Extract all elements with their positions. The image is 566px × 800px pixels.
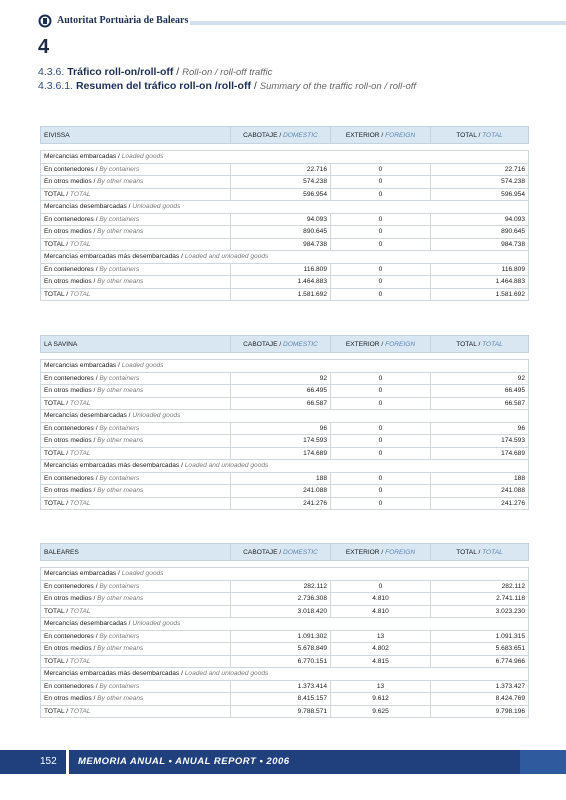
table-cell: 984.738 — [231, 238, 331, 251]
row-label — [41, 630, 231, 643]
subsection-title-en: Summary of the traffic roll-on / roll-off — [259, 81, 417, 92]
label-es: Mercancías embarcadas más desembarcadas / — [44, 462, 183, 470]
table-row — [41, 422, 529, 435]
label-en: FOREIGN — [385, 548, 416, 556]
row-label — [41, 435, 231, 448]
table-row — [41, 593, 529, 606]
label-en: Loaded and unloaded goods — [184, 462, 269, 470]
row-label — [41, 580, 231, 593]
label-es: CABOTAJE / — [243, 340, 282, 348]
table-cell: 0 — [331, 213, 431, 226]
table-row-total — [41, 655, 529, 668]
group-row-both — [41, 668, 529, 681]
table-cell: 0 — [331, 485, 431, 498]
table-cell: 1.581.692 — [431, 288, 529, 301]
label-en: By other means — [97, 487, 144, 495]
row-label — [41, 397, 231, 410]
row-label — [41, 485, 231, 498]
label-en: DOMESTIC — [283, 131, 318, 139]
table-cell: 13 — [331, 680, 431, 693]
table-row — [41, 263, 529, 276]
table-cell: 0 — [331, 497, 431, 510]
table-cell: 22.716 — [231, 163, 331, 176]
label-es: TOTAL / — [44, 657, 69, 665]
table-cell: 8.424.769 — [431, 693, 529, 706]
label-es: TOTAL / — [44, 499, 69, 507]
table-cell: 984.738 — [431, 238, 529, 251]
table-cell: 66.495 — [231, 385, 331, 398]
group-row-loaded — [41, 360, 529, 373]
table-cell: 9.612 — [331, 693, 431, 706]
table-cell: 2.741.118 — [431, 593, 529, 606]
label-es: Mercancías embarcadas más desembarcadas / — [44, 253, 183, 261]
table-row — [41, 472, 529, 485]
col-header-total — [431, 544, 529, 561]
table-cell: 0 — [331, 472, 431, 485]
group-row-loaded — [41, 151, 529, 164]
label-es: En contenedores / — [44, 165, 98, 173]
header-rule — [190, 21, 566, 25]
label-es: TOTAL / — [456, 131, 481, 139]
label-es: En otros medios / — [44, 387, 96, 395]
table-cell: 4.810 — [331, 593, 431, 606]
label-en: By containers — [99, 682, 140, 690]
row-label — [41, 472, 231, 485]
label-es: Mercancías embarcadas / — [44, 570, 120, 578]
row-label — [41, 372, 231, 385]
subsection-separator: / — [253, 80, 257, 92]
section-heading — [38, 66, 272, 78]
row-label — [41, 188, 231, 201]
table-row-total — [41, 605, 529, 618]
label-es: TOTAL / — [456, 548, 481, 556]
table-cell: 66.495 — [431, 385, 529, 398]
label-es: Mercancías embarcadas / — [44, 362, 120, 370]
port-name: LA SAVINA — [41, 336, 231, 353]
col-header-foreign — [331, 336, 431, 353]
label-en: TOTAL — [69, 707, 91, 715]
row-label — [41, 288, 231, 301]
row-label — [41, 238, 231, 251]
table-row — [41, 226, 529, 239]
table-row — [41, 435, 529, 448]
label-es: En contenedores / — [44, 474, 98, 482]
label-es: En otros medios / — [44, 437, 96, 445]
table-cell: 596.954 — [231, 188, 331, 201]
section-title-en: Roll-on / roll-off traffic — [182, 67, 273, 78]
row-label — [41, 447, 231, 460]
label-en: Loaded goods — [121, 570, 164, 578]
label-en: TOTAL — [69, 657, 91, 665]
table-row-total — [41, 238, 529, 251]
table-cell: 4.815 — [331, 655, 431, 668]
table-cell: 66.587 — [431, 397, 529, 410]
label-en: TOTAL — [482, 340, 503, 348]
subsection-heading — [38, 80, 416, 92]
table-cell: 92 — [431, 372, 529, 385]
label-es: En otros medios / — [44, 695, 96, 703]
table-cell: 596.954 — [431, 188, 529, 201]
table-cell: 0 — [331, 397, 431, 410]
label-en: TOTAL — [69, 190, 91, 198]
table-cell: 6.774.966 — [431, 655, 529, 668]
table-cell: 1.464.883 — [431, 276, 529, 289]
label-en: Unloaded goods — [132, 203, 181, 211]
label-es: CABOTAJE / — [243, 131, 282, 139]
table-cell: 3.023.230 — [431, 605, 529, 618]
col-header-foreign — [331, 544, 431, 561]
section-separator: / — [176, 66, 180, 78]
table-cell: 13 — [331, 630, 431, 643]
row-label — [41, 705, 231, 718]
table-cell: 0 — [331, 447, 431, 460]
table-row-total — [41, 288, 529, 301]
group-row-both — [41, 460, 529, 473]
organization-name: Autoritat Portuària de Balears — [57, 15, 189, 26]
table-cell: 890.645 — [431, 226, 529, 239]
label-es: TOTAL / — [44, 607, 69, 615]
label-es: TOTAL / — [44, 240, 69, 248]
table-row — [41, 372, 529, 385]
table-cell: 94.093 — [431, 213, 529, 226]
label-en: Loaded goods — [121, 362, 164, 370]
label-es: En contenedores / — [44, 424, 98, 432]
table-cell: 96 — [431, 422, 529, 435]
row-label — [41, 593, 231, 606]
group-row-unloaded — [41, 410, 529, 423]
table-cell: 1.373.427 — [431, 680, 529, 693]
label-en: DOMESTIC — [283, 548, 318, 556]
col-header-total — [431, 127, 529, 144]
footer-title: MEMORIA ANUAL • ANUAL REPORT • 2006 — [78, 756, 290, 767]
label-en: By containers — [99, 474, 140, 482]
table-row — [41, 276, 529, 289]
table-row — [41, 176, 529, 189]
label-en: By containers — [99, 374, 140, 382]
table-cell: 9.788.571 — [231, 705, 331, 718]
table-cell: 0 — [331, 263, 431, 276]
label-es: En otros medios / — [44, 595, 96, 603]
table-row — [41, 580, 529, 593]
col-header-foreign — [331, 127, 431, 144]
traffic-table-la-savina — [40, 335, 529, 510]
table-row — [41, 163, 529, 176]
table-cell: 1.091.315 — [431, 630, 529, 643]
table-row-total — [41, 705, 529, 718]
label-en: Unloaded goods — [132, 412, 181, 420]
label-en: By containers — [99, 165, 140, 173]
row-label — [41, 422, 231, 435]
table-cell: 1.581.692 — [231, 288, 331, 301]
label-es: En contenedores / — [44, 682, 98, 690]
label-en: Loaded goods — [121, 153, 164, 161]
label-en: TOTAL — [482, 548, 503, 556]
section-title-es: Tráfico roll-on/roll-off — [67, 66, 174, 78]
table-cell: 2.736.308 — [231, 593, 331, 606]
label-en: TOTAL — [482, 131, 503, 139]
subsection-title-es: Resumen del tráfico roll-on /roll-off — [75, 80, 251, 92]
label-en: FOREIGN — [385, 131, 416, 139]
label-es: En contenedores / — [44, 265, 98, 273]
label-en: TOTAL — [69, 399, 91, 407]
table-row — [41, 213, 529, 226]
table-header-row — [41, 544, 529, 561]
table-cell: 0 — [331, 276, 431, 289]
traffic-table-eivissa — [40, 126, 529, 301]
label-es: En otros medios / — [44, 487, 96, 495]
row-label — [41, 497, 231, 510]
table-row — [41, 680, 529, 693]
table-cell: 96 — [231, 422, 331, 435]
label-es: CABOTAJE / — [243, 548, 282, 556]
label-es: En otros medios / — [44, 645, 96, 653]
table-header-row — [41, 336, 529, 353]
label-en: By other means — [97, 595, 144, 603]
label-en: TOTAL — [69, 449, 91, 457]
label-es: TOTAL / — [44, 449, 69, 457]
row-label — [41, 693, 231, 706]
label-es: EXTERIOR / — [345, 340, 384, 348]
table-cell: 4.810 — [331, 605, 431, 618]
footer-decoration — [520, 750, 566, 774]
table-cell: 66.587 — [231, 397, 331, 410]
table-cell: 1.464.883 — [231, 276, 331, 289]
table-cell: 188 — [231, 472, 331, 485]
page-header — [0, 0, 566, 38]
table-cell: 241.276 — [231, 497, 331, 510]
label-en: By other means — [97, 695, 144, 703]
group-row-loaded — [41, 568, 529, 581]
row-label — [41, 263, 231, 276]
table-cell: 94.093 — [231, 213, 331, 226]
table-cell: 174.593 — [231, 435, 331, 448]
label-es: TOTAL / — [456, 340, 481, 348]
subsection-number: 4.3.6.1. — [38, 80, 74, 92]
col-header-domestic — [231, 127, 331, 144]
row-label — [41, 213, 231, 226]
row-label — [41, 643, 231, 656]
table-row — [41, 643, 529, 656]
port-name: BALEARES — [41, 544, 231, 561]
table-cell: 282.112 — [431, 580, 529, 593]
label-en: By containers — [99, 265, 140, 273]
row-label — [41, 680, 231, 693]
table-cell: 9.798.196 — [431, 705, 529, 718]
table-cell: 241.088 — [231, 485, 331, 498]
table-cell: 22.716 — [431, 163, 529, 176]
label-en: TOTAL — [69, 499, 91, 507]
label-es: En otros medios / — [44, 228, 96, 236]
footer-divider — [66, 750, 69, 774]
page-number: 152 — [40, 756, 57, 767]
label-es: TOTAL / — [44, 290, 69, 298]
label-en: By other means — [97, 178, 144, 186]
table-cell: 5.683.651 — [431, 643, 529, 656]
table-cell: 116.809 — [231, 263, 331, 276]
row-label — [41, 163, 231, 176]
table-cell: 0 — [331, 580, 431, 593]
row-label — [41, 385, 231, 398]
label-es: En contenedores / — [44, 582, 98, 590]
table-cell: 92 — [231, 372, 331, 385]
label-en: TOTAL — [69, 290, 91, 298]
port-authority-logo-icon — [38, 14, 52, 28]
section-number: 4.3.6. — [38, 66, 65, 78]
label-en: By other means — [97, 228, 144, 236]
table-cell: 890.645 — [231, 226, 331, 239]
row-label — [41, 655, 231, 668]
row-label — [41, 176, 231, 189]
label-en: By containers — [99, 424, 140, 432]
table-cell: 174.593 — [431, 435, 529, 448]
label-en: DOMESTIC — [283, 340, 318, 348]
table-cell: 4.802 — [331, 643, 431, 656]
group-row-unloaded — [41, 618, 529, 631]
table-cell: 188 — [431, 472, 529, 485]
table-row-total — [41, 447, 529, 460]
col-header-domestic — [231, 336, 331, 353]
col-header-total — [431, 336, 529, 353]
label-en: TOTAL — [69, 240, 91, 248]
label-en: By containers — [99, 632, 140, 640]
port-name: EIVISSA — [41, 127, 231, 144]
label-en: Unloaded goods — [132, 620, 181, 628]
label-es: Mercancías embarcadas / — [44, 153, 120, 161]
label-es: Mercancías desembarcadas / — [44, 203, 131, 211]
table-cell: 8.415.157 — [231, 693, 331, 706]
table-row — [41, 385, 529, 398]
label-en: Loaded and unloaded goods — [184, 670, 269, 678]
label-en: By containers — [99, 215, 140, 223]
table-cell: 574.238 — [231, 176, 331, 189]
label-en: By other means — [97, 387, 144, 395]
label-en: By other means — [97, 278, 144, 286]
table-cell: 5.678.849 — [231, 643, 331, 656]
table-cell: 0 — [331, 176, 431, 189]
label-es: EXTERIOR / — [345, 548, 384, 556]
group-row-both — [41, 251, 529, 264]
table-cell: 282.112 — [231, 580, 331, 593]
table-cell: 241.276 — [431, 497, 529, 510]
row-label — [41, 226, 231, 239]
table-cell: 0 — [331, 422, 431, 435]
table-cell: 1.091.302 — [231, 630, 331, 643]
label-es: Mercancías desembarcadas / — [44, 620, 131, 628]
traffic-table-baleares — [40, 543, 529, 718]
table-cell: 574.238 — [431, 176, 529, 189]
label-es: Mercancías desembarcadas / — [44, 412, 131, 420]
label-es: En otros medios / — [44, 278, 96, 286]
table-cell: 6.770.151 — [231, 655, 331, 668]
group-row-unloaded — [41, 201, 529, 214]
label-en: By other means — [97, 437, 144, 445]
table-cell: 116.809 — [431, 263, 529, 276]
table-cell: 174.689 — [231, 447, 331, 460]
table-cell: 3.018.420 — [231, 605, 331, 618]
row-label — [41, 605, 231, 618]
table-row — [41, 693, 529, 706]
label-es: TOTAL / — [44, 399, 69, 407]
table-cell: 0 — [331, 226, 431, 239]
table-row-total — [41, 497, 529, 510]
label-en: By containers — [99, 582, 140, 590]
table-cell: 174.689 — [431, 447, 529, 460]
table-cell: 0 — [331, 435, 431, 448]
table-cell: 0 — [331, 238, 431, 251]
label-es: TOTAL / — [44, 707, 69, 715]
label-en: Loaded and unloaded goods — [184, 253, 269, 261]
label-es: En contenedores / — [44, 215, 98, 223]
table-cell: 0 — [331, 372, 431, 385]
table-row — [41, 485, 529, 498]
label-es: Mercancías embarcadas más desembarcadas / — [44, 670, 183, 678]
table-row-total — [41, 188, 529, 201]
table-cell: 241.088 — [431, 485, 529, 498]
table-header-row — [41, 127, 529, 144]
table-cell: 0 — [331, 288, 431, 301]
label-es: En otros medios / — [44, 178, 96, 186]
label-es: En contenedores / — [44, 632, 98, 640]
chapter-number: 4 — [38, 36, 50, 58]
table-cell: 0 — [331, 163, 431, 176]
table-cell: 0 — [331, 188, 431, 201]
table-row-total — [41, 397, 529, 410]
table-cell: 9.625 — [331, 705, 431, 718]
table-cell: 1.373.414 — [231, 680, 331, 693]
label-es: En contenedores / — [44, 374, 98, 382]
row-label — [41, 276, 231, 289]
label-es: EXTERIOR / — [345, 131, 384, 139]
label-en: TOTAL — [69, 607, 91, 615]
table-row — [41, 630, 529, 643]
label-en: By other means — [97, 645, 144, 653]
label-es: TOTAL / — [44, 190, 69, 198]
table-cell: 0 — [331, 385, 431, 398]
col-header-domestic — [231, 544, 331, 561]
label-en: FOREIGN — [385, 340, 416, 348]
